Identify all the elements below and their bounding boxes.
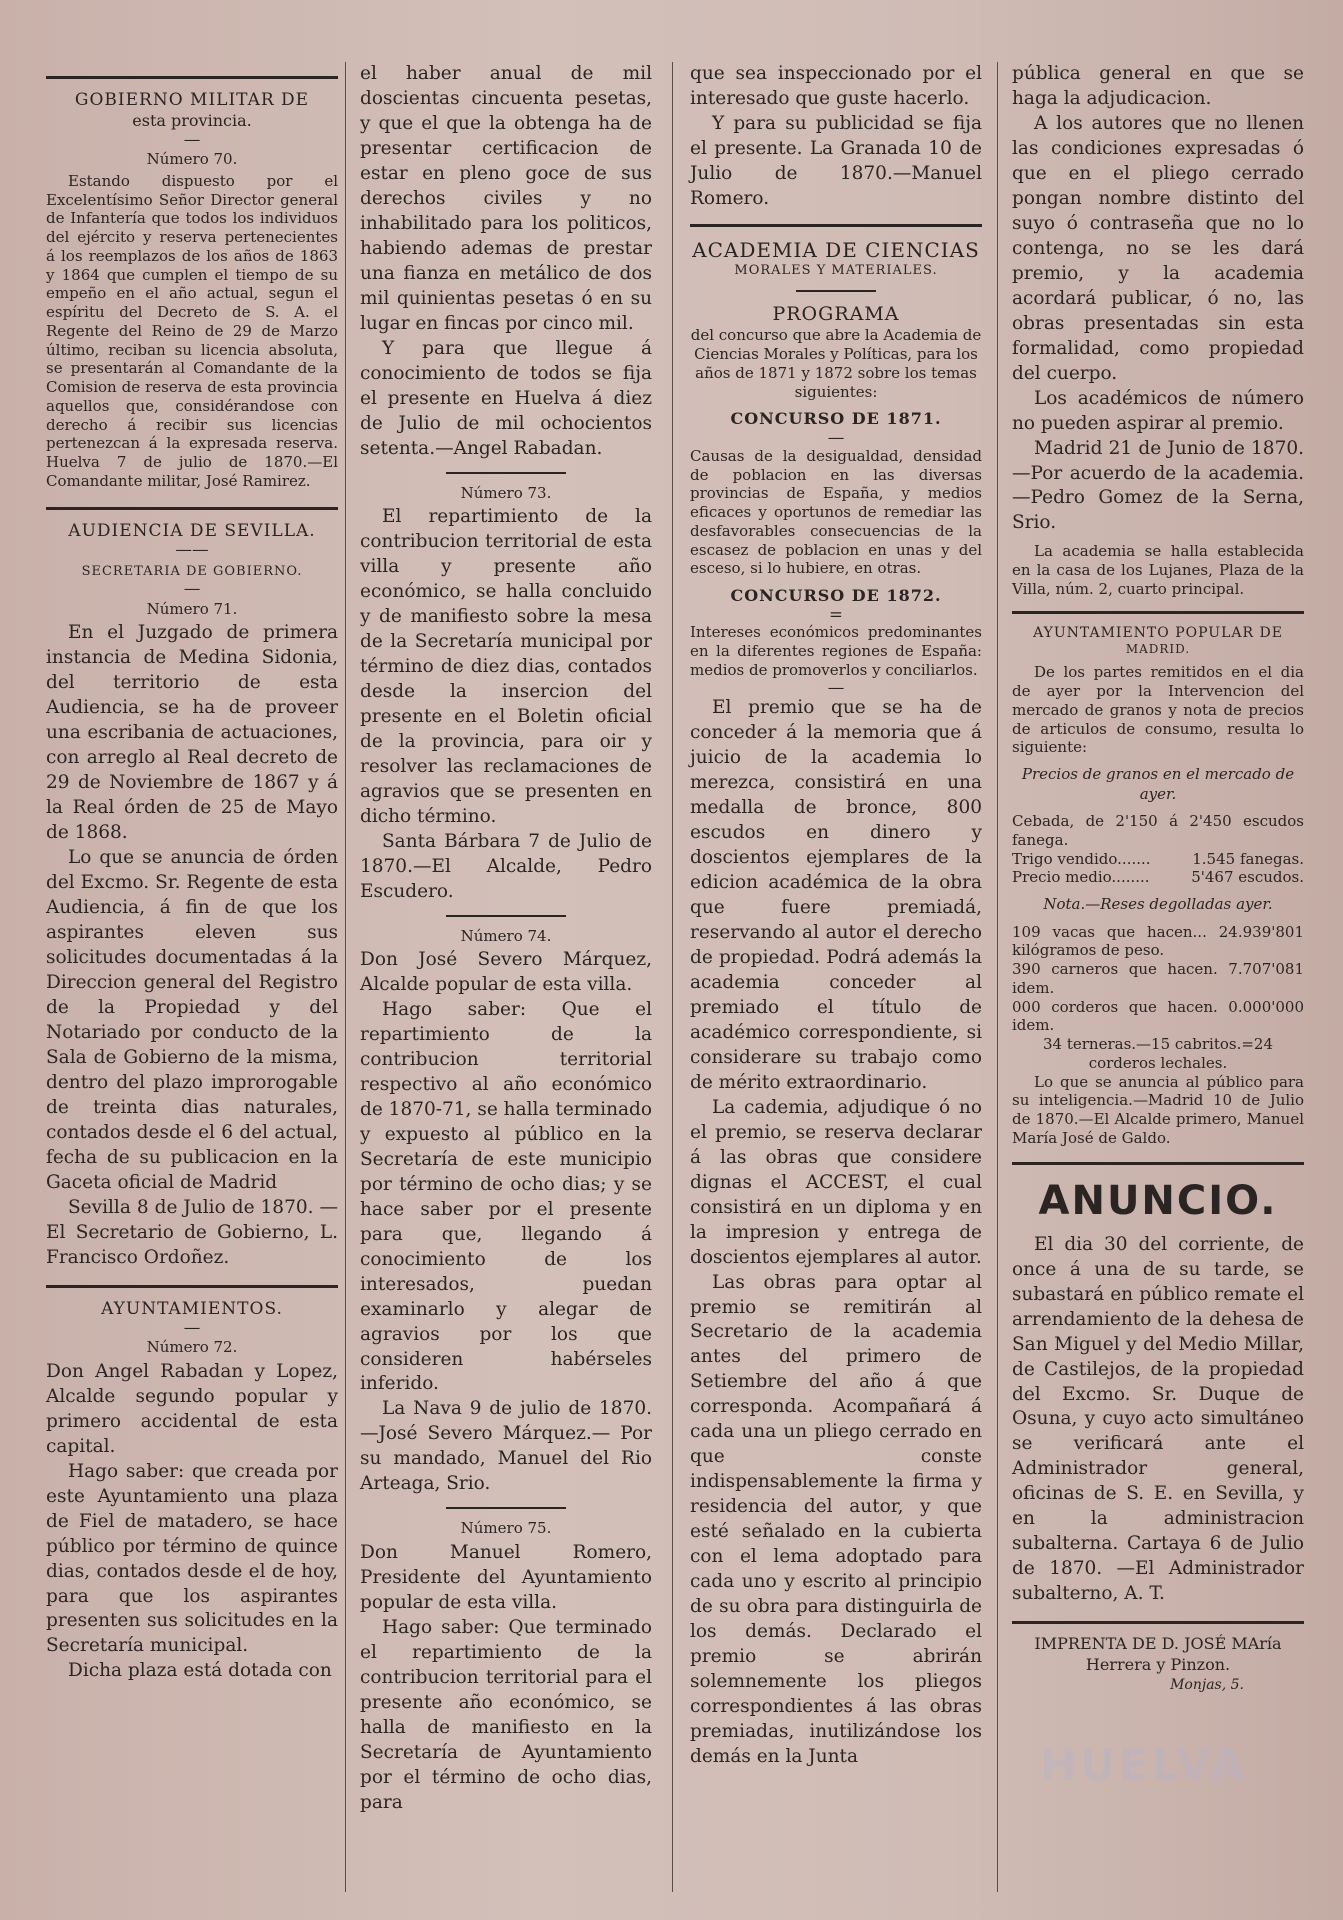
section-rule xyxy=(1012,1162,1304,1165)
notice-text: Don Manuel Romero, Presidente del Ayuntamiento popular de esta villa. xyxy=(360,1541,652,1613)
short-rule xyxy=(446,472,566,474)
notice-text: Y para que llegue á conocimiento de todos se fija el presente en Huelva á diez de Julio de mil ochocientos setenta.—Angel Rabadan. xyxy=(360,337,652,459)
section-title-gobierno: GOBIERNO MILITAR DE xyxy=(74,90,310,110)
reses-line: 000 corderos que hacen. 0.000'000 idem. xyxy=(1012,997,1304,1035)
reses-line: 34 terneras.—15 cabritos.=24 corderos lechales. xyxy=(1043,1035,1273,1072)
notice-text: El premio que se ha de conceder á la memoria que á juicio de la academia lo merezca, consistirá en una medalla de bronce, 800 escudos en dinero y doscientos ejemplares de la edicion académica de la obra que fuere premiadá, reservando al autor el derecho de propiedad. Podrá además la academia conceder al premiado el título de académico correspondiente, si considerare su trabajo como de mérito extraordinario. xyxy=(690,697,982,1093)
prices-heading: Precios de granos en el mercado de ayer. xyxy=(1021,765,1295,803)
price-label: Precio medio........ xyxy=(1012,868,1150,887)
dash: — xyxy=(827,677,845,697)
notice-signature: Sevilla 8 de Julio de 1870. —El Secretario de Gobierno, L. Francisco Ordoñez. xyxy=(46,1196,338,1268)
imprenta-address: Monjas, 5. xyxy=(1170,1676,1244,1693)
notice-text: En el Juzgado de primera instancia de Medina Sidonia, del territorio de esta Audiencia, se ha de proveer una escribania de actuaciones, con arreglo al Real decreto de 29 de Noviembre de 1867 y á la Real órden de 25 de Mayo de 1868. xyxy=(46,622,338,844)
reses-line: 390 carneros que hacen. 7.707'081 idem. xyxy=(1012,960,1304,997)
section-subtitle: MADRID. xyxy=(1125,641,1191,656)
column-divider xyxy=(345,62,346,1892)
price-line xyxy=(1012,850,1304,869)
concurso-1872-heading: CONCURSO DE 1872. xyxy=(730,586,942,606)
notice-signature: Y para su publicidad se fija el presente. La Granada 10 de Julio de 1870.—Manuel Romero. xyxy=(690,112,982,209)
price-label: Trigo vendido....... xyxy=(1012,849,1151,868)
concurso-1871-text: Causas de la desigualdad, densidad de poblacion en las diversas provincias de España, y medios eficaces y oportunos de remediar las desfavorables consecuencias de la escasez de poblacion en unas y del esceso, si lo hubiere, en otras. xyxy=(690,446,982,578)
reses-line: 109 vacas que hacen... 24.939'801 kilógramos de peso. xyxy=(1012,922,1304,960)
notice-text: El repartimiento de la contribucion territorial de esta villa y presente año económico, se halla concluido y de manifiesto sobre la mesa de la Secretaría municipal por término de diez dias, contados desde la insercion del presente en el Boletin oficial de la provincia, para oir y resolver las reclamaciones de agravios que se presenten en dicho término. xyxy=(360,506,652,827)
column-divider xyxy=(672,62,673,1892)
notice-signature: La Nava 9 de julio de 1870. —José Severo Márquez.— Por su mandado, Manuel del Rio Arteaga, Srio. xyxy=(360,1398,652,1495)
column-4 xyxy=(1012,62,1304,1694)
notice-number: Número 70. xyxy=(146,150,238,169)
column-1 xyxy=(46,62,338,1684)
short-rule xyxy=(796,290,876,292)
programa-text: del concurso que abre la Academia de Ciencias Morales y Políticas, para los años de 1871 y 1872 sobre los temas siguientes: xyxy=(690,326,982,401)
notice-number: Número 72. xyxy=(146,1338,238,1357)
notice-signature: Madrid 21 de Junio de 1870.—Por acuerdo de la academia.—Pedro Gomez de la Serna, Srio. xyxy=(1012,437,1304,534)
section-title-ayuntamientos: AYUNTAMIENTOS. xyxy=(101,1298,283,1319)
anuncio-heading: ANUNCIO. xyxy=(1038,1177,1278,1224)
section-rule xyxy=(690,224,982,227)
notice-text: Hago saber: que creada por este Ayuntamiento una plaza de Fiel de matadero, se hace público por término de quince dias, contados desde el de hoy, para que los aspirantes presenten sus solicitudes en la Secretaría municipal. xyxy=(46,1460,338,1657)
dash: = xyxy=(829,604,843,624)
section-subtitle: esta provincia. xyxy=(132,111,252,131)
section-rule xyxy=(46,1285,338,1288)
price-value: 1.545 fanegas. xyxy=(1192,849,1304,868)
notice-text: Lo que se anuncia de órden del Excmo. Sr. Regente de esta Audiencia, á fin de que los aspirantes eleven sus solicitudes documentadas á la Direccion general del Registro de la Propiedad y del Notariado por conducto de la Sala de Gobierno de la misma, dentro del plazo improrogable de treinta dias naturales, contados desde el 6 del actual, fecha de su publicacion en la Gaceta oficial de Madrid xyxy=(46,847,338,1193)
price-line xyxy=(1012,868,1304,887)
anuncio-text: El dia 30 del corriente, de once á una de su tarde, se subastará en público remate el arrendamiento de la dehesa de San Miguel y del Medio Millar, de Castilejos, de la propiedad del Excmo. Sr. Duque de Osuna, y cuyo acto simultáneo se verificará ante el Administrador general, oficinas de S. E. en Sevilla, y en la administracion subalterna. Cartaya 6 de Julio de 1870. —El Administrador subalterno, A. T. xyxy=(1012,1233,1304,1605)
imprenta-credit: IMPRENTA DE D. JOSÉ MAría Herrera y Pinzon. xyxy=(1034,1634,1282,1675)
notice-text: Las obras para optar al premio se remitirán al Secretario de la academia antes del primero de Setiembre del año á que corresponda. Acompañará á cada una un pliego cerrado en que conste indispensablemente la firma y residencia del autor, y que esté señalado en la cubierta con el lema adoptado para cada uno y escrito al principio de su obra para distinguirla de los demás. Declarado el premio se abrirán solemnemente los pliegos correspondientes á las obras premiadas, inutilizándose los demás en la Junta xyxy=(690,1271,982,1767)
notice-text: Hago saber: Que el repartimiento de la contribucion territorial respectivo al año económico de 1870-71, se halla terminado y expuesto al público en la Secretaría de este municipio por término de ocho dias; y se hace saber por el presente para que, llegando á conocimiento de los interesados, puedan examinarlo y alegar de agravios por los que consideren habérseles inferido. xyxy=(360,998,652,1395)
concurso-1871-heading: CONCURSO DE 1871. xyxy=(730,409,942,429)
dash: — xyxy=(183,129,201,149)
price-value: 5'467 escudos. xyxy=(1191,868,1304,887)
section-rule xyxy=(1012,611,1304,614)
section-title-ayuntamiento-madrid: AYUNTAMIENTO POPULAR DE xyxy=(1033,624,1283,641)
notice-text: Don Angel Rabadan y Lopez, Alcalde segundo popular y primero accidental de esta capital. xyxy=(46,1360,338,1457)
notice-text: Hago saber: Que terminado el repartimiento de la contribucion territorial para el presente año económico, se halla de manifiesto en la Secretaría de Ayuntamiento por el término de ocho dias, para xyxy=(360,1616,652,1813)
nota-heading: Nota.—Reses degolladas ayer. xyxy=(1043,895,1273,914)
dash: — xyxy=(183,579,201,599)
column-3 xyxy=(690,62,982,1770)
section-subtitle: MORALES Y MATERIALES. xyxy=(734,262,938,278)
section-rule xyxy=(1012,1621,1304,1624)
notice-text: el haber anual de mil doscientas cincuenta pesetas, y que el que la obtenga ha de presentar certificacion de estar en pleno goce de sus derechos civiles y no inhabilitado para los politicos, habiendo ademas de prestar una fianza en metálico de dos mil quinientas pesetas ó en su lugar en fincas por cinco mil. xyxy=(360,63,652,334)
notice-text: A los autores que no llenen las condiciones expresadas ó que en el pliego cerrado pongan nombre distinto del suyo ó contraseña que no lo contenga, no se les dará premio, y la academia acordará publicar, ó no, las obras presentadas sin esta formalidad, como propiedad del cuerpo. xyxy=(1012,112,1304,384)
notice-text: pública general en que se haga la adjudicacion. xyxy=(1012,63,1304,109)
column-divider xyxy=(997,62,998,1892)
notice-number: Número 71. xyxy=(146,599,238,618)
section-title-audiencia: AUDIENCIA DE SEVILLA. xyxy=(68,520,316,541)
section-rule xyxy=(46,76,338,79)
notice-number: Número 75. xyxy=(460,1519,552,1538)
notice-signature: Santa Bárbara 7 de Julio de 1870.—El Alcalde, Pedro Escudero. xyxy=(360,830,652,902)
notice-number: Número 74. xyxy=(460,926,552,945)
section-rule xyxy=(46,507,338,510)
notice-text: Estando dispuesto por el Excelentísimo Señor Director general de Infantería que todos los individuos del ejército y reserva pertenecientes á los reemplazos de los años de 1863 y 1864 que cumplen el tiempo de su empeño en el año actual, segun el espíritu del Decreto de S. A. el Regente del Reino de 29 de Marzo último, reciban su licencia absoluta, se presentarán al Comandante de la Comision de reserva de esta provincia aquellos que, considérandose con derecho á recibir sus licencias pertenezcan á la expresada reserva. Huelva 7 de julio de 1870.—El Comandante militar, José Ramirez. xyxy=(46,171,338,490)
price-line: Cebada, de 2'150 á 2'450 escudos fanega. xyxy=(1012,812,1304,849)
dash: — xyxy=(183,1317,201,1337)
notice-text: La cademia, adjudique ó no el premio, se reserva declarar á las obras que considere dignas el ACCEST, el cual consistirá en un diploma y en la impresion y entrega de doscientos ejemplares al autor. xyxy=(690,1096,982,1268)
section-subtitle: SECRETARIA DE GOBIERNO. xyxy=(81,564,303,580)
notice-text: Don José Severo Márquez, Alcalde popular de esta villa. xyxy=(360,949,652,995)
notice-signature: Lo que se anuncia al público para su inteligencia.—Madrid 10 de Julio de 1870.—El Alcalde primero, Manuel María José de Galdo. xyxy=(1012,1072,1304,1147)
short-rule xyxy=(446,915,566,917)
notice-number: Número 73. xyxy=(460,483,552,502)
library-watermark: HUELVA xyxy=(1040,1740,1248,1791)
section-title-academia: ACADEMIA DE CIENCIAS xyxy=(692,237,980,262)
programa-heading: PROGRAMA xyxy=(772,302,900,325)
notice-text: que sea inspeccionado por el interesado que guste hacerlo. xyxy=(690,63,982,109)
dash: — xyxy=(827,428,845,448)
concurso-1872-text: Intereses económicos predominantes en la diferentes regiones de España: medios de promoverlos y conciliarlos. xyxy=(690,623,982,679)
notice-address: La academia se halla establecida en la casa de los Lujanes, Plaza de la Villa, núm. 2, cuarto principal. xyxy=(1012,542,1304,598)
notice-text: De los partes remitidos en el dia de ayer por la Intervencion del mercado de granos y nota de precios de articulos de consumo, resulta lo siguiente: xyxy=(1012,663,1304,757)
column-2 xyxy=(360,62,652,1815)
dash: —— xyxy=(175,539,209,559)
notice-text: Los académicos de número no pueden aspirar al premio. xyxy=(1012,387,1304,434)
short-rule xyxy=(446,1507,566,1509)
notice-text: Dicha plaza está dotada con xyxy=(68,1660,332,1682)
